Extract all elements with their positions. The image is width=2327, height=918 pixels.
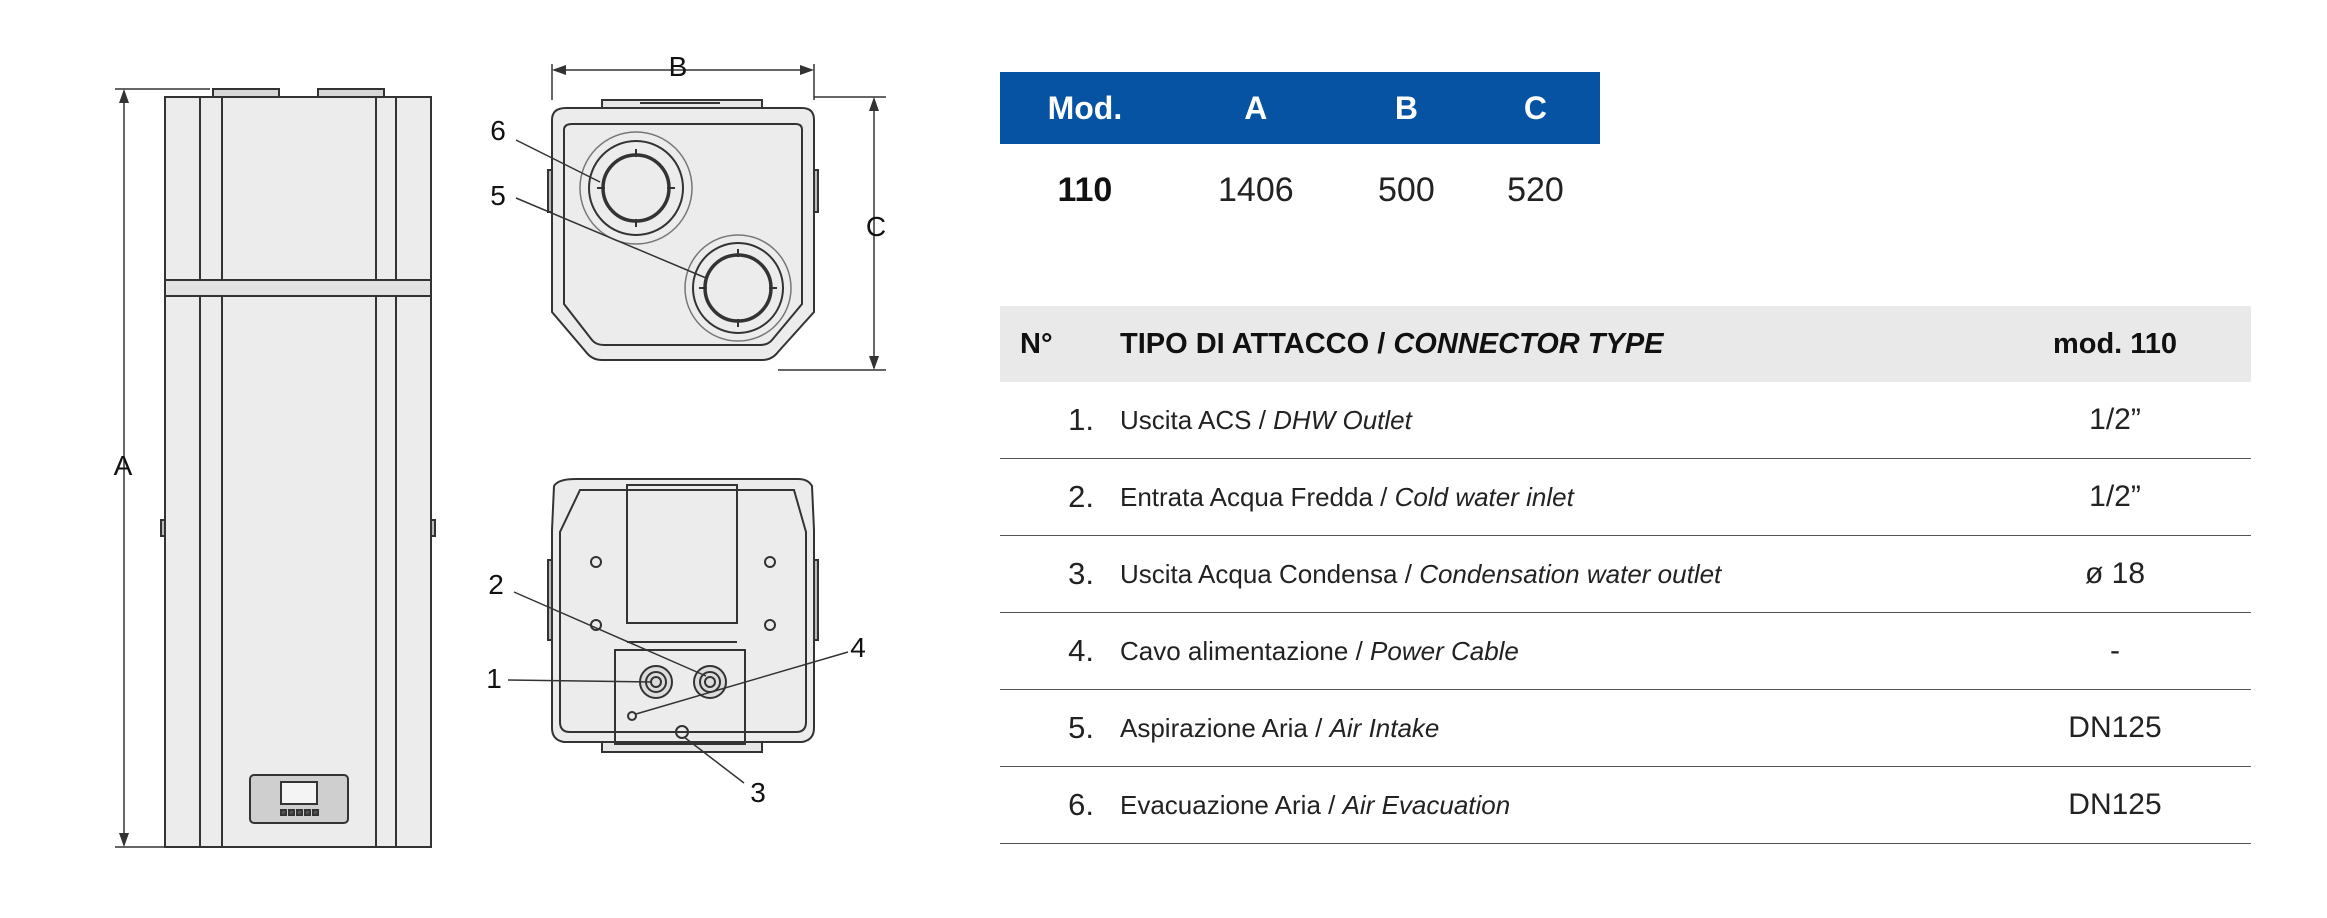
callout-1: 1: [486, 663, 502, 694]
row-description: [1120, 690, 1979, 767]
cell-b: 500: [1378, 170, 1435, 209]
dimension-c-label: C: [865, 211, 887, 242]
row-desc-en: Condensation water outlet: [1419, 558, 1722, 589]
cell-c: 520: [1507, 170, 1564, 209]
row-desc-it: Evacuazione Aria /: [1120, 789, 1343, 820]
row-desc-en: Air Intake: [1329, 712, 1440, 743]
callout-4: 4: [850, 632, 866, 663]
row-desc-en: Cold water inlet: [1394, 481, 1574, 512]
row-number: 5.: [1000, 690, 1120, 767]
technical-drawings: [0, 0, 1000, 918]
header-number: N°: [1000, 306, 1120, 382]
row-number: 1.: [1000, 382, 1120, 459]
dimension-table: [1000, 72, 1600, 236]
table-row: [1000, 382, 2251, 459]
header-model: Mod.: [1000, 72, 1170, 144]
row-desc-en: Power Cable: [1370, 635, 1519, 666]
row-desc-it: Aspirazione Aria /: [1120, 712, 1330, 743]
callout-2: 2: [488, 569, 504, 600]
row-value: ø 18: [1979, 536, 2251, 613]
row-value: -: [1979, 613, 2251, 690]
cell-model: 110: [1057, 170, 1113, 209]
row-value: 1/2”: [1979, 382, 2251, 459]
row-desc-it: Uscita ACS /: [1120, 404, 1274, 435]
dimension-a-label: A: [113, 450, 133, 481]
row-desc-it: Entrata Acqua Fredda /: [1120, 481, 1395, 512]
row-value: 1/2”: [1979, 459, 2251, 536]
header-connector-type: [1120, 306, 1979, 382]
table-row: [1000, 767, 2251, 844]
row-value: DN125: [1979, 690, 2251, 767]
header-c: C: [1471, 72, 1600, 144]
row-number: 6.: [1000, 767, 1120, 844]
dimension-table-header: [1000, 72, 1600, 144]
row-description: [1120, 536, 1979, 613]
header-model-110: mod. 110: [1979, 306, 2251, 382]
header-b: B: [1342, 72, 1471, 144]
control-panel: [250, 775, 348, 823]
header-a: A: [1170, 72, 1342, 144]
top-view: [548, 100, 818, 360]
dimension-table-row: [1000, 144, 1600, 236]
table-row: [1000, 613, 2251, 690]
row-value: DN125: [1979, 767, 2251, 844]
callout-3: 3: [750, 777, 766, 808]
cold-water-inlet-fitting: [694, 666, 726, 698]
row-desc-it: Cavo alimentazione /: [1120, 635, 1371, 666]
row-description: [1120, 767, 1979, 844]
header-type-it: TIPO DI ATTACCO /: [1120, 327, 1394, 360]
row-description: [1120, 382, 1979, 459]
front-view: [161, 89, 435, 847]
table-row: [1000, 536, 2251, 613]
callout-6: 6: [490, 115, 506, 146]
row-description: [1120, 459, 1979, 536]
row-desc-en: Air Evacuation: [1342, 789, 1511, 820]
callout-5: 5: [490, 180, 506, 211]
row-description: [1120, 613, 1979, 690]
header-type-en: CONNECTOR TYPE: [1393, 327, 1664, 360]
connector-table: [1000, 306, 2251, 844]
row-number: 4.: [1000, 613, 1120, 690]
cell-a: 1406: [1218, 170, 1294, 209]
bottom-view: [548, 479, 818, 752]
row-desc-it: Uscita Acqua Condensa /: [1120, 558, 1420, 589]
row-number: 3.: [1000, 536, 1120, 613]
dimension-b-label: B: [668, 51, 688, 82]
table-row: [1000, 459, 2251, 536]
row-desc-en: DHW Outlet: [1273, 404, 1412, 435]
connector-table-header: [1000, 306, 2251, 382]
table-row: [1000, 690, 2251, 767]
row-number: 2.: [1000, 459, 1120, 536]
